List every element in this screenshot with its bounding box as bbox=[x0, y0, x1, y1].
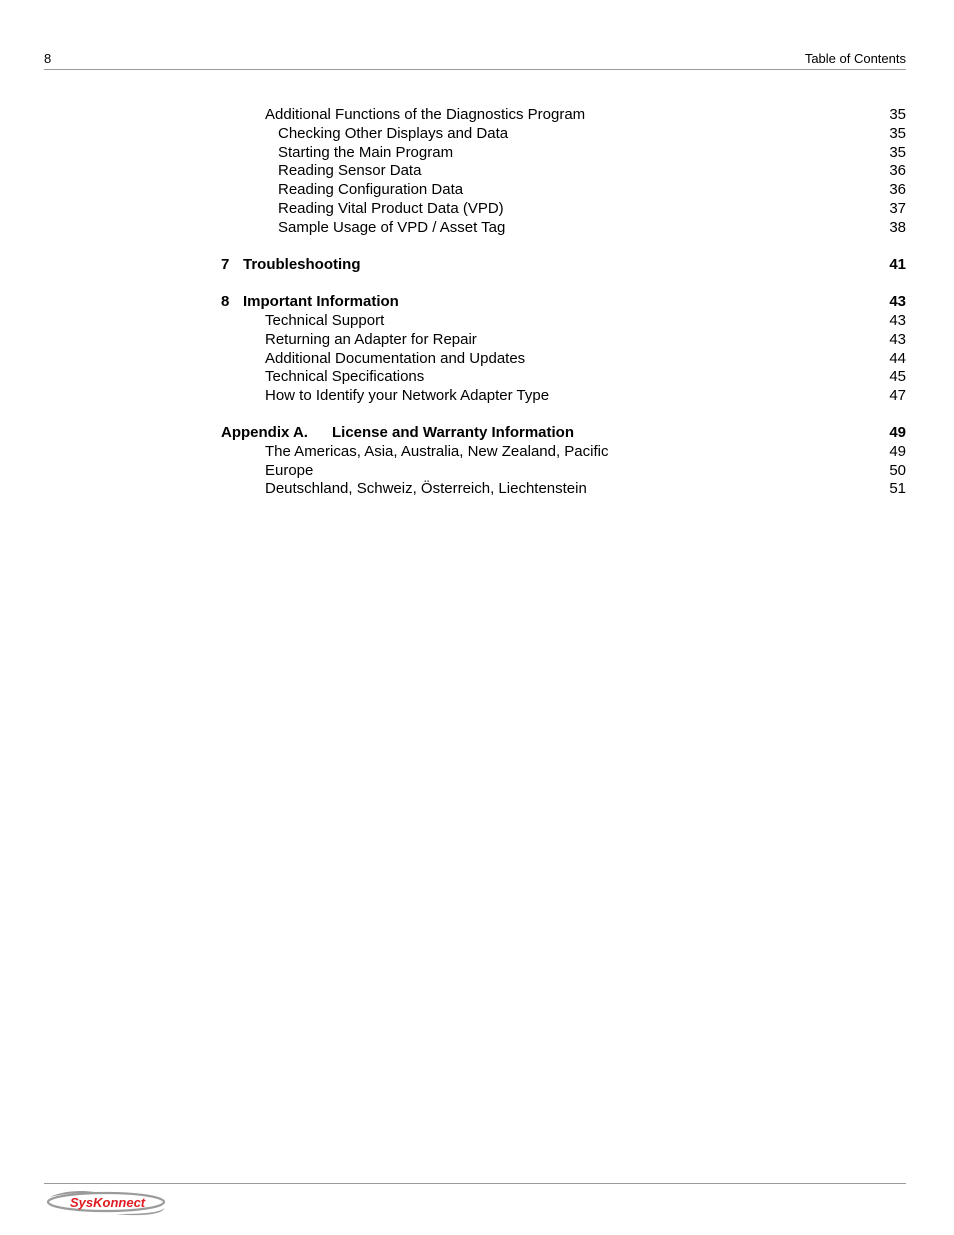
toc-entry-title: The Americas, Asia, Australia, New Zealand, Pacific bbox=[265, 443, 609, 460]
toc-entry-title: Additional Functions of the Diagnostics Program bbox=[265, 106, 586, 123]
chapter-title: Troubleshooting bbox=[243, 256, 361, 273]
toc-entry-title: Deutschland, Schweiz, Österreich, Liechtenstein bbox=[265, 480, 587, 497]
chapter-number: 8 bbox=[221, 293, 230, 310]
toc-entry-title: Checking Other Displays and Data bbox=[278, 125, 509, 142]
toc-subentry[interactable] bbox=[278, 218, 906, 237]
toc-entry-title: Technical Support bbox=[265, 312, 385, 329]
toc-entry-page: 44 bbox=[889, 350, 906, 367]
toc-section[interactable] bbox=[265, 330, 906, 349]
toc-entry-page: 45 bbox=[889, 368, 906, 385]
toc-section[interactable] bbox=[265, 386, 906, 405]
page-number: 8 bbox=[44, 51, 52, 66]
toc-section[interactable] bbox=[265, 479, 906, 498]
toc-section[interactable] bbox=[265, 367, 906, 386]
toc-entry-page: 43 bbox=[889, 331, 906, 348]
toc-entry-page: 51 bbox=[889, 480, 906, 497]
toc-appendix-a[interactable] bbox=[221, 423, 906, 442]
toc-entry-page: 38 bbox=[889, 219, 906, 236]
toc-entry-page: 35 bbox=[889, 125, 906, 142]
toc-entry-page: 43 bbox=[889, 312, 906, 329]
toc-entry-page: 36 bbox=[889, 181, 906, 198]
toc-entry-title: Europe bbox=[265, 462, 314, 479]
toc-subentry[interactable] bbox=[278, 180, 906, 199]
appendix-title: License and Warranty Information bbox=[332, 424, 574, 441]
toc-entry-page: 49 bbox=[889, 424, 906, 441]
page-header bbox=[44, 50, 906, 70]
syskonnect-logo bbox=[46, 1188, 168, 1218]
toc-subentry[interactable] bbox=[278, 143, 906, 162]
appendix-label: Appendix A. bbox=[221, 424, 308, 441]
toc-entry-title: Returning an Adapter for Repair bbox=[265, 331, 477, 348]
toc-entry-title: Starting the Main Program bbox=[278, 144, 454, 161]
toc-entry-page: 50 bbox=[889, 462, 906, 479]
toc-chapter-8[interactable] bbox=[221, 292, 906, 311]
toc-entry-page: 47 bbox=[889, 387, 906, 404]
toc-section[interactable] bbox=[265, 349, 906, 368]
toc-entry-title: Sample Usage of VPD / Asset Tag bbox=[278, 219, 506, 236]
chapter-number: 7 bbox=[221, 256, 230, 273]
toc-entry-title: How to Identify your Network Adapter Type bbox=[265, 387, 550, 404]
chapter-title: Important Information bbox=[243, 293, 399, 310]
toc-chapter-7[interactable] bbox=[221, 255, 906, 274]
toc-entry-page: 43 bbox=[889, 293, 906, 310]
toc-entry-title: Reading Sensor Data bbox=[278, 162, 422, 179]
toc-section[interactable] bbox=[265, 461, 906, 480]
toc-entry-diagnostics-functions[interactable] bbox=[265, 105, 906, 124]
footer-divider bbox=[44, 1183, 906, 1184]
toc-entry-title: Reading Vital Product Data (VPD) bbox=[278, 200, 504, 217]
toc-entry-page: 36 bbox=[889, 162, 906, 179]
toc-entry-page: 35 bbox=[889, 144, 906, 161]
toc-entry-title: Reading Configuration Data bbox=[278, 181, 464, 198]
logo-wordmark: SysKonnect bbox=[70, 1195, 146, 1210]
toc-entry-page: 49 bbox=[889, 443, 906, 460]
toc-entry-page: 35 bbox=[889, 106, 906, 123]
toc-section[interactable] bbox=[265, 311, 906, 330]
toc-entry-page: 37 bbox=[889, 200, 906, 217]
toc-subentry[interactable] bbox=[278, 124, 906, 143]
toc-entry-title: Technical Specifications bbox=[265, 368, 425, 385]
toc-subentry[interactable] bbox=[278, 199, 906, 218]
toc-entry-page: 41 bbox=[889, 256, 906, 273]
toc-section[interactable] bbox=[265, 442, 906, 461]
running-title: Table of Contents bbox=[804, 51, 906, 66]
toc-entry-title: Additional Documentation and Updates bbox=[265, 350, 526, 367]
toc-subentry[interactable] bbox=[278, 161, 906, 180]
